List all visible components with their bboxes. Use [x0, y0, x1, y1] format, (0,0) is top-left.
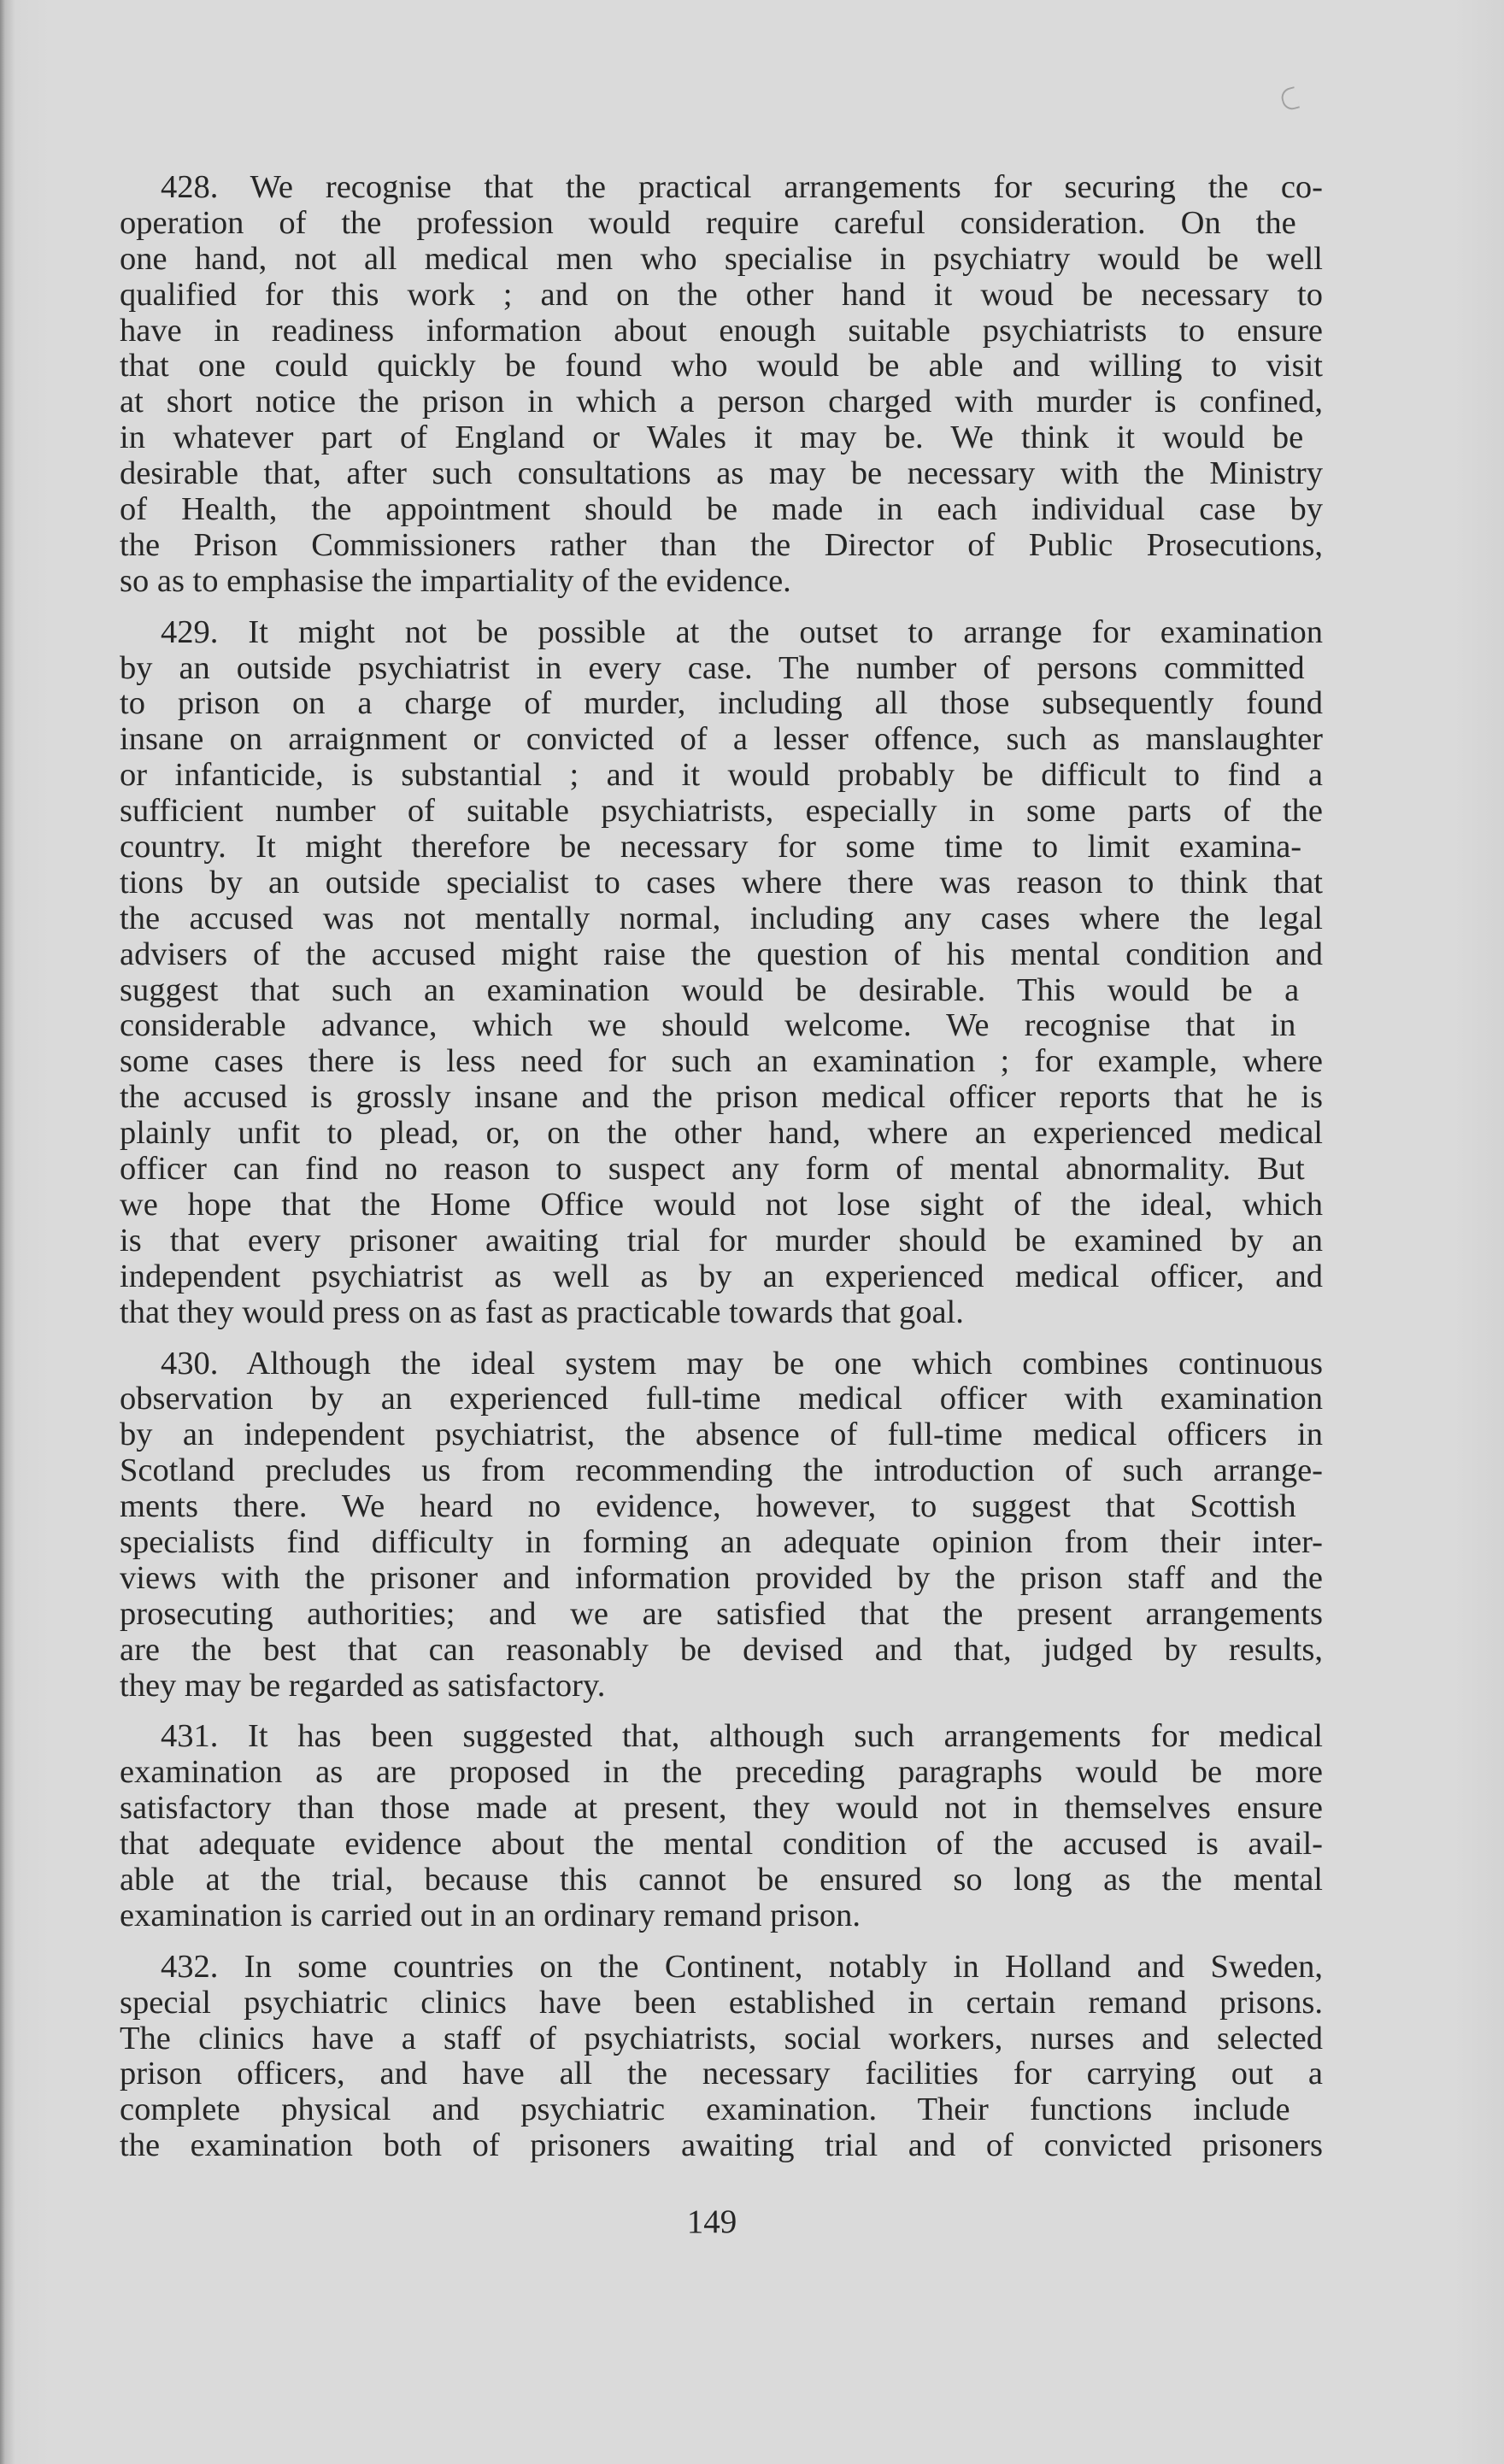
text-line: examination is carried out in an ordinary remand prison.	[120, 1897, 861, 1933]
text-line	[120, 1346, 1323, 1382]
text-line: that one could quickly be found who would be able and willing to visit	[120, 348, 1323, 384]
line-text: We recognise that the practical arrangements for securing the co-	[250, 169, 1323, 205]
paragraph-number: 432.	[161, 1948, 219, 1985]
line-text: Although the ideal system may be one which combines continuous	[246, 1345, 1323, 1382]
line-text: It has been suggested that, although such arrangements for medical	[248, 1718, 1323, 1755]
text-line: the accused was not mentally normal, including any cases where the legal	[120, 900, 1323, 936]
text-line: or infanticide, is substantial ; and it would probably be difficult to find a	[120, 757, 1323, 794]
page-number	[0, 2203, 1504, 2241]
text-line: we hope that the Home Office would not lose sight of the ideal, which	[120, 1186, 1323, 1223]
text-line: the examination both of prisoners awaiting trial and of convicted prisoners	[120, 2127, 1323, 2164]
text-line: at short notice the prison in which a person charged with murder is confined,	[120, 384, 1323, 420]
paragraph-430	[120, 1346, 1323, 1704]
text-line: suggest that such an examination would be desirable. This would be a	[120, 971, 1300, 1008]
pencil-mark	[1279, 86, 1300, 112]
text-line: insane on arraignment or convicted of a lesser offence, such as manslaughter	[120, 721, 1323, 758]
text-line: observation by an experienced full-time medical officer with examination	[120, 1381, 1323, 1417]
text-line: special psychiatric clinics have been established in certain remand prisons.	[120, 1984, 1323, 2021]
text-line: able at the trial, because this cannot be ensured so long as the mental	[120, 1861, 1323, 1898]
text-line	[120, 1719, 1323, 1755]
text-line: in whatever part of England or Wales it may be. We think it would be	[120, 419, 1304, 456]
text-line: sufficient number of suitable psychiatrists, especially in some parts of the	[120, 793, 1323, 830]
text-line: by an independent psychiatrist, the absence of full-time medical officers in	[120, 1417, 1323, 1453]
text-line: that adequate evidence about the mental condition of the accused is avail-	[120, 1826, 1323, 1863]
text-line: complete physical and psychiatric examination. Their functions include	[120, 2091, 1290, 2128]
paragraph-429	[120, 615, 1323, 1331]
line-text: It might not be possible at the outset to arrange for examination	[248, 613, 1324, 650]
paragraph-432	[120, 1950, 1323, 2164]
text-line: qualified for this work ; and on the other hand it woud be necessary to	[120, 276, 1323, 313]
text-line: by an outside psychiatrist in every case. The number of persons committed	[120, 649, 1305, 686]
body-text	[120, 170, 1323, 2179]
text-line: views with the prisoner and information provided by the prison staff and the	[120, 1559, 1323, 1596]
text-line: prosecuting authorities; and we are satisfied that the present arrangements	[120, 1595, 1323, 1632]
text-line: the accused is grossly insane and the prison medical officer reports that he is	[120, 1079, 1323, 1116]
paragraph-number: 428.	[161, 169, 219, 205]
text-line: that they would press on as fast as practicable towards that goal.	[120, 1294, 964, 1330]
text-line: to prison on a charge of murder, including all those subsequently found	[120, 685, 1323, 722]
text-line: one hand, not all medical men who specialise in psychiatry would be well	[120, 240, 1323, 277]
text-line: plainly unfit to plead, or, on the other hand, where an experienced medical	[120, 1115, 1323, 1152]
text-line: satisfactory than those made at present, they would not in themselves ensure	[120, 1790, 1323, 1827]
text-line: Scotland precludes us from recommending the introduction of such arrange-	[120, 1452, 1323, 1489]
text-line: country. It might therefore be necessary for some time to limit examina-	[120, 829, 1302, 865]
text-line: is that every prisoner awaiting trial for murder should be examined by an	[120, 1222, 1323, 1258]
text-line: independent psychiatrist as well as by an experienced medical officer, and	[120, 1258, 1323, 1294]
text-line: the Prison Commissioners rather than the Director of Public Prosecutions,	[120, 526, 1323, 563]
text-line: ments there. We heard no evidence, however, to suggest that Scottish	[120, 1488, 1296, 1525]
text-line: of Health, the appointment should be made in each individual case by	[120, 491, 1323, 528]
text-line: prison officers, and have all the necessary facilities for carrying out a	[120, 2056, 1323, 2092]
paragraph-428	[120, 170, 1323, 600]
page-number-label: 149	[686, 2203, 737, 2240]
text-line: advisers of the accused might raise the question of his mental condition and	[120, 936, 1323, 972]
text-line: examination as are proposed in the preceding paragraphs would be more	[120, 1754, 1323, 1791]
text-line: have in readiness information about enough suitable psychiatrists to ensure	[120, 312, 1323, 349]
text-line: desirable that, after such consultations as may be necessary with the Ministry	[120, 455, 1323, 492]
paragraph-number: 430.	[161, 1345, 219, 1382]
text-line: specialists find difficulty in forming an adequate opinion from their inter-	[120, 1523, 1323, 1560]
text-line	[120, 170, 1323, 206]
paragraph-number: 431.	[161, 1718, 219, 1755]
text-line: so as to emphasise the impartiality of the evidence.	[120, 562, 791, 599]
text-line: some cases there is less need for such an examination ; for example, where	[120, 1043, 1323, 1080]
paragraph-431	[120, 1719, 1323, 1933]
text-line: operation of the profession would require careful consideration. On the	[120, 204, 1296, 241]
text-line: they may be regarded as satisfactory.	[120, 1667, 606, 1704]
text-line: tions by an outside specialist to cases where there was reason to think that	[120, 864, 1323, 901]
text-line	[120, 1950, 1323, 1986]
text-line: are the best that can reasonably be devised and that, judged by results,	[120, 1631, 1323, 1668]
line-text: In some countries on the Continent, notably in Holland and Sweden,	[244, 1948, 1324, 1985]
paragraph-number: 429.	[161, 613, 219, 650]
text-line: officer can find no reason to suspect any form of mental abnormality. But	[120, 1151, 1305, 1188]
text-line: The clinics have a staff of psychiatrists, social workers, nurses and selected	[120, 2020, 1323, 2056]
text-line	[120, 615, 1323, 651]
text-line: considerable advance, which we should welcome. We recognise that in	[120, 1007, 1296, 1044]
